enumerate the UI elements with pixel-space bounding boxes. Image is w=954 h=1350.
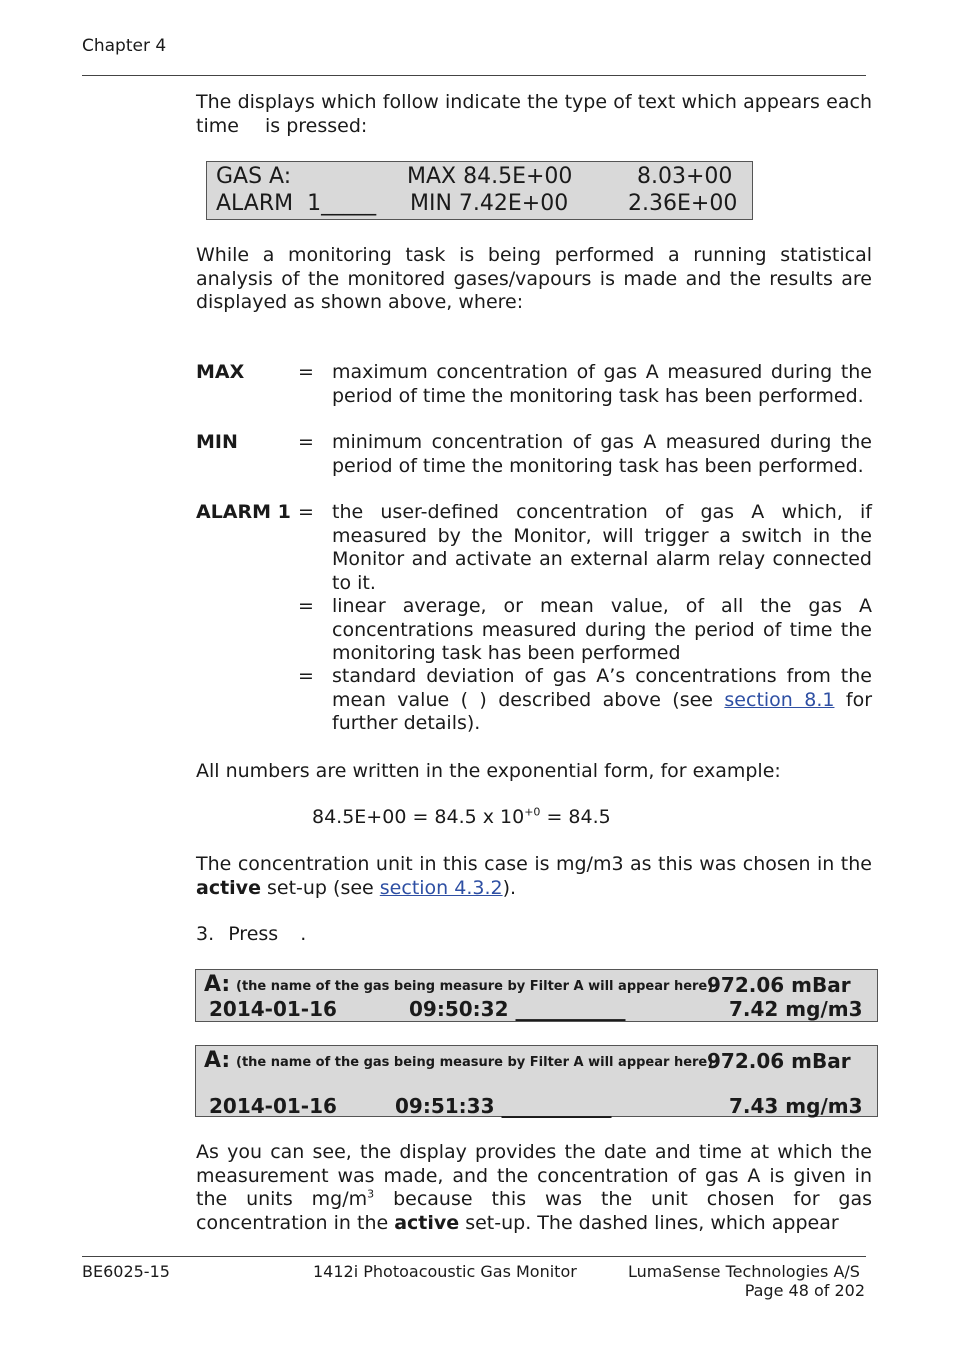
footer-doc-id: BE6025-15 [82,1262,170,1281]
display-gas-note: (the name of the gas being measure by Filter A will appear here) [236,979,714,994]
equals-sign: = [298,665,314,687]
step-end: . [300,923,307,945]
display-stddev: 2.36E+00 [628,191,738,216]
active-emphasis: active [196,876,261,899]
equals-sign: = [298,501,314,523]
definition-text-part: for further details). [332,688,872,734]
numbers-paragraph: All numbers are written in the exponential form, for example: [196,760,781,782]
definition-text [332,665,872,736]
intro-text: The displays which follow indicate the type of text which appears each time [196,91,872,137]
step-number: 3. [196,923,215,945]
final-text: because this was the unit chosen for gas concentration in the [196,1188,873,1234]
equals-sign: = [298,431,314,453]
unit-text-end: ). [502,876,517,899]
definition-text: the user-defined concentration of gas A which, if measured by the Monitor, will trigger a switch in the Monitor and activate an external alarm relay connected to it. [332,501,872,594]
display-channel-label: A: [204,1048,231,1073]
unit-paragraph [196,853,872,900]
definition-text: linear average, or mean value, of all the gas A concentrations measured during the period of time the monitoring task has been performed [332,595,872,664]
footer-product: 1412i Photoacoustic Gas Monitor [313,1262,577,1281]
unit-text: The concentration unit in this case is mg/m3 as this was chosen in the [196,853,872,875]
final-paragraph [196,1141,872,1235]
unit-text: set-up (see [267,876,374,899]
display-concentration: 7.43 mg/m3 [729,1094,863,1118]
intro-paragraph [196,91,872,138]
term: MIN [196,431,238,453]
definition-text: minimum concentration of gas A measured during the period of time the monitoring task has been performed. [332,431,872,477]
monitoring-paragraph: While a monitoring task is being performed a running statistical analysis of the monitored gases/vapours is made and the results are displayed as shown above, where: [196,244,872,313]
display-channel-label: A: [204,972,231,997]
example-lhs: 84.5E+00 = 84.5 x 10 [312,806,525,828]
definition-text: maximum concentration of gas A measured during the period of time the monitoring task has been performed. [332,361,872,407]
display-alarm: ALARM 1_____ [216,191,377,216]
display-time: 09:51:33 ___________ [395,1094,612,1118]
final-exponent: 3 [367,1187,375,1201]
display-concentration: 7.42 mg/m3 [729,997,863,1021]
display-mean: 8.03+00 [637,164,733,189]
equals-sign: = [298,595,314,617]
step-text: Press [228,923,279,945]
display-gas-label: GAS A: [216,164,292,189]
section-4-3-2-link[interactable]: section 4.3.2 [379,876,503,899]
display-date: 2014-01-16 [209,997,337,1021]
section-8-1-link[interactable]: section 8.1 [724,688,835,711]
term: MAX [196,361,245,383]
footer-company: LumaSense Technologies A/S [628,1262,860,1281]
step-3 [196,923,306,947]
display-time: 09:50:32 ___________ [409,997,626,1021]
definition-text-part: standard deviation of gas A’s concentrations from the mean value ( ) described above (see [332,665,872,711]
chapter-header: Chapter 4 [82,36,167,56]
final-text: set-up. The dashed lines, which appear [465,1211,839,1234]
header-rule [82,75,866,76]
exponent-example [312,806,611,830]
example-exponent: +0 [524,805,541,819]
display-gas-note: (the name of the gas being measure by Filter A will appear here) [236,1055,714,1070]
display-pressure: 972.06 mBar [707,1049,851,1073]
display-statistics [206,161,753,220]
display-min: MIN 7.42E+00 [410,191,569,216]
display-date: 2014-01-16 [209,1094,337,1118]
display-pressure: 972.06 mBar [707,973,851,997]
display-measurement-2 [195,1045,878,1117]
footer-page-number: Page 48 of 202 [744,1281,865,1300]
footer-rule [82,1256,866,1257]
equals-sign: = [298,361,314,383]
active-emphasis: active [394,1211,460,1234]
display-max: MAX 84.5E+00 [407,164,573,189]
final-text: As you can see, the display provides the date and time at which the measurement was made, and the concentration of gas A is given in the units mg/m [196,1141,872,1210]
intro-text-2: is pressed: [264,114,368,137]
display-measurement-1 [195,969,878,1022]
term: ALARM 1 [196,501,291,523]
example-rhs: = 84.5 [540,806,611,828]
